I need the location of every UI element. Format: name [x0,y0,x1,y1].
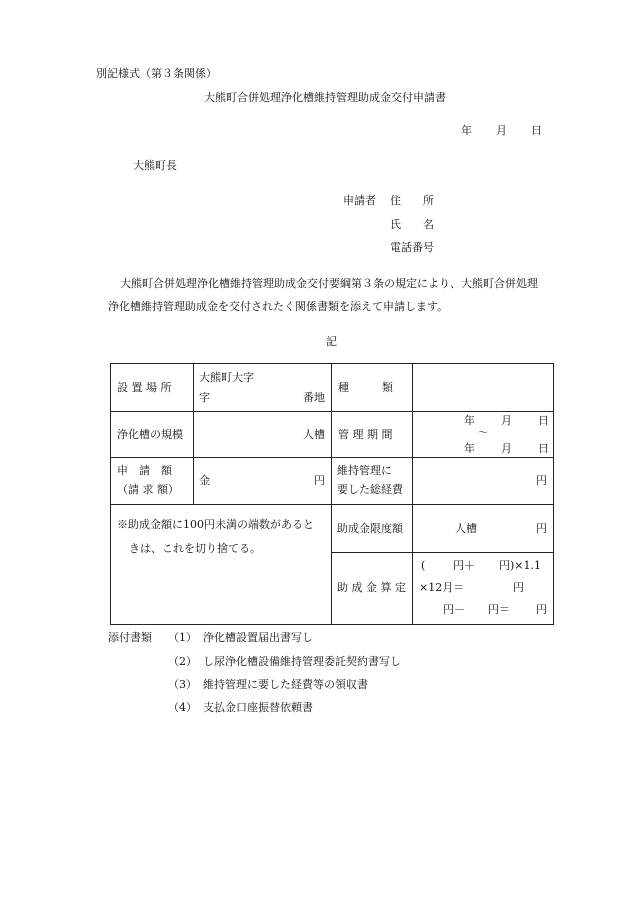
period-tilde: 〜 [478,428,488,439]
application-table [110,363,554,625]
calc-line1-tail: 円)×1.1 [499,559,542,572]
type-label: 種 類 [338,381,393,394]
claim-prefix: 金 [199,474,210,487]
date-month-label: 月 [496,124,507,137]
period-label-cell [332,412,413,458]
scale-value-cell[interactable] [194,412,332,458]
claim-label-cell [111,458,194,505]
period-end-day: 日 [538,442,549,455]
calc-line3-c: 円 [536,603,547,616]
document-title: 大熊町合併処理浄化槽維持管理助成金交付申請書 [204,91,446,104]
location-aza: 字 [199,391,210,404]
attachment-num-2: （2） [168,655,197,668]
claim-yen: 円 [314,474,325,487]
attachment-text-1: 浄化槽設置届出書写し [203,631,313,644]
attachments-label: 添付書類 [108,631,152,644]
calc-line3-b: 円＝ [488,603,510,616]
phone-label: 電話番号 [390,241,434,254]
claim-label-line1: 申 請 額 [117,464,172,477]
period-start-day: 日 [538,414,549,427]
limit-yen: 円 [536,522,547,535]
note-cell [111,505,332,625]
claim-label-line2: （請 求 額） [117,483,179,496]
calc-line3-a: 円－ [443,603,465,616]
cost-label-line1: 維持管理に [337,464,392,477]
period-end-year: 年 [464,442,475,455]
applicant-label: 申請者 [343,194,376,207]
limit-unit: 人槽 [455,522,477,535]
period-value-cell[interactable] [413,412,554,458]
attachment-num-4: （4） [168,701,197,714]
note-line2: きは、これを切り捨てる。 [129,542,261,555]
name-label: 氏 名 [390,218,434,231]
period-start-month: 月 [501,414,512,427]
scale-label: 浄化槽の規模 [117,428,183,441]
limit-label: 助成金限度額 [337,522,403,535]
attachment-num-1: （1） [168,631,197,644]
scale-label-cell [111,412,194,458]
attachment-text-4: 支払金口座振替依頼書 [203,701,313,714]
calc-value-cell[interactable] [413,553,554,625]
calc-label-cell [332,553,413,625]
period-label: 管 理 期 間 [338,428,393,441]
period-end-month: 月 [501,442,512,455]
cost-label-cell [332,458,413,505]
attachment-num-3: （3） [168,678,197,691]
form-reference: 別記様式（第３条関係） [96,67,217,80]
calc-label: 助 成 金 算 定 [337,581,406,594]
scale-unit: 人槽 [303,428,325,441]
period-start-year: 年 [464,414,475,427]
location-label-cell [111,364,194,412]
location-town: 大熊町大字 [199,371,254,384]
date-year-label: 年 [461,124,472,137]
calc-line2-a: ×12月＝ [419,581,465,594]
cost-value-cell[interactable] [413,458,554,505]
body-text-line2: 浄化槽維持管理助成金を交付されたく関係書類を添えて申請します。 [108,300,449,313]
calc-line1-open: ( [421,559,426,572]
cost-label-line2: 要した総経費 [337,483,403,496]
address-label: 住 所 [390,194,434,207]
limit-value-cell[interactable] [413,505,554,553]
ki-marker: 記 [326,335,337,348]
attachment-text-2: し尿浄化槽設備維持管理委託契約書写し [203,655,401,668]
location-label: 設 置 場 所 [117,381,172,394]
type-label-cell [332,364,413,412]
calc-line1-plus: 円＋ [453,559,475,572]
cost-yen: 円 [536,474,547,487]
note-line1: ※助成金額に100円未満の端数があると [117,518,314,531]
calc-line2-b: 円 [513,581,524,594]
type-value-cell[interactable] [413,364,554,412]
attachment-text-3: 維持管理に要した経費等の領収書 [203,678,368,691]
date-day-label: 日 [531,124,542,137]
addressee: 大熊町長 [133,159,177,172]
body-text-line1: 大熊町合併処理浄化槽維持管理助成金交付要綱第３条の規定により、大熊町合併処理 [120,277,538,290]
location-banchi: 番地 [303,391,325,404]
claim-value-cell[interactable] [194,458,332,505]
location-value-cell[interactable] [194,364,332,412]
limit-label-cell [332,505,413,553]
